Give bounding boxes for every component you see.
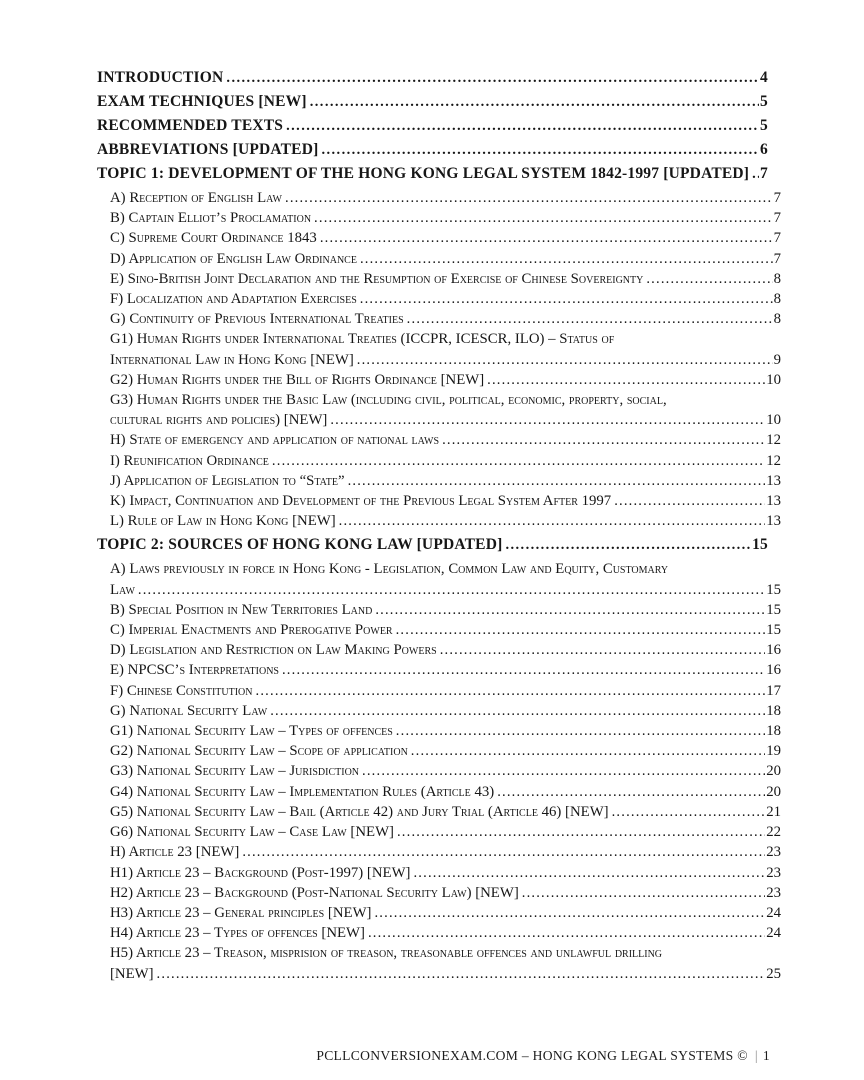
toc-leader-dots [286,116,759,136]
toc-sub-entry[interactable] [97,863,781,883]
toc-sub-entry[interactable] [97,660,781,680]
toc-leader-dots [242,842,765,862]
toc-page-number: 22 [766,824,781,841]
toc-entry-text: G) National Security Law [110,702,268,719]
toc-page-number: 9 [773,351,781,368]
toc-sub-entry[interactable] [97,741,781,761]
toc-sub-entry[interactable] [97,471,781,491]
toc-line [110,208,781,228]
toc-entry-text: G2) Human Rights under the Bill of Rights Ordinance [NEW] [110,371,485,388]
toc-leader-dots [505,535,751,555]
toc-sub-entry[interactable] [97,782,781,802]
toc-page-number: 20 [766,763,781,780]
toc-heading-entry[interactable] [97,535,768,555]
toc-leader-dots [256,681,766,701]
toc-line [110,309,781,329]
toc-page-number: 19 [766,743,781,760]
toc-line [110,269,781,289]
toc-heading-entry[interactable] [97,140,768,160]
toc-leader-dots [407,309,773,329]
toc-entry-text: [NEW] [110,965,154,982]
toc-line [110,451,781,471]
toc-leader-dots [360,289,773,309]
toc-entry-text: H) Article 23 [NEW] [110,844,240,861]
toc-leader-dots [272,451,765,471]
toc-page-number: 15 [766,622,781,639]
toc-leader-dots [396,721,765,741]
toc-entry-text: G3) Human Rights under the Basic Law (including civil, political, economic, property, social, [110,392,667,409]
toc-line [97,68,768,88]
toc-page-number: 23 [766,884,781,901]
toc-leader-dots [413,863,765,883]
toc-entry-text: D) Legislation and Restriction on Law Making Powers [110,642,437,659]
toc-entry-text: International Law in Hong Kong [NEW] [110,351,354,368]
toc-entry-text: B) Captain Elliot’s Proclamation [110,210,312,227]
toc-line [110,761,781,781]
toc-sub-entry[interactable] [97,249,781,269]
toc-list [97,68,781,984]
toc-entry-text: I) Reunification Ordinance [110,452,269,469]
toc-sub-entry[interactable] [97,721,781,741]
toc-sub-entry[interactable] [97,511,781,531]
toc-leader-dots [138,580,765,600]
toc-page-number: 5 [760,117,768,134]
toc-entry-text: G6) National Security Law – Case Law [NEW] [110,824,394,841]
toc-page-number: 18 [766,723,781,740]
footer-page-number: 1 [762,1048,770,1063]
toc-page-number: 8 [773,270,781,287]
toc-leader-dots [375,600,765,620]
toc-sub-entry[interactable] [97,903,781,923]
toc-entry-text: G3) National Security Law – Jurisdiction [110,763,360,780]
toc-line [110,640,781,660]
toc-line [97,140,768,160]
toc-page-number: 15 [752,536,768,554]
toc-page-number: 18 [766,702,781,719]
toc-page-number: 16 [766,642,781,659]
toc-sub-entry[interactable] [97,451,781,471]
toc-leader-dots [368,923,765,943]
toc-line [110,964,781,984]
toc-page-number: 10 [766,371,781,388]
toc-line [110,600,781,620]
toc-entry-text: H3) Article 23 – General principles [NEW] [110,904,372,921]
footer-separator: | [754,1048,758,1063]
toc-line [110,943,781,963]
toc-page-number: 15 [766,581,781,598]
toc-page-number: 6 [760,141,768,158]
toc-entry-text: ABBREVIATIONS [UPDATED] [97,141,319,158]
toc-sub-entry[interactable] [97,228,781,248]
toc-leader-dots [282,660,765,680]
toc-entry-text: cultural rights and policies) [NEW] [110,412,328,429]
toc-leader-dots [612,802,766,822]
toc-page-number: 7 [773,210,781,227]
toc-leader-dots [321,140,759,160]
toc-leader-dots [357,350,773,370]
toc-entry-text: F) Chinese Constitution [110,682,253,699]
toc-entry-text: INTRODUCTION [97,69,224,86]
toc-page-number: 16 [766,662,781,679]
toc-entry-text: Law [110,581,135,598]
toc-leader-dots [440,640,766,660]
toc-page-number: 13 [766,493,781,510]
toc-page-number: 21 [766,803,781,820]
toc-leader-dots [285,188,773,208]
toc-line [110,491,781,511]
toc-page-number: 15 [766,601,781,618]
toc-sub-entry[interactable] [97,491,781,511]
toc-entry-text: J) Application of Legislation to “State” [110,472,345,489]
toc-page-number: 8 [773,291,781,308]
toc-line [97,116,768,136]
toc-entry-text: E) Sino-British Joint Declaration and the Resumption of Exercise of Chinese Sovereignty [110,270,644,287]
toc-line [110,188,781,208]
toc-heading-entry[interactable] [97,68,768,88]
toc-line [110,350,781,370]
toc-entry-text: H2) Article 23 – Background (Post-National Security Law) [NEW] [110,884,519,901]
toc-entry-text: C) Imperial Enactments and Prerogative Power [110,622,393,639]
toc-entry-text: E) NPCSC’s Interpretations [110,662,279,679]
toc-entry-text: C) Supreme Court Ordinance 1843 [110,230,317,247]
toc-leader-dots [411,741,765,761]
toc-line [110,559,781,579]
toc-leader-dots [487,370,765,390]
toc-sub-entry[interactable] [97,289,781,309]
table-of-contents [97,64,781,984]
toc-entry-text: TOPIC 1: DEVELOPMENT OF THE HONG KONG LEGAL SYSTEM 1842-1997 [UPDATED] [97,165,750,182]
toc-line [110,511,781,531]
toc-page-number: 12 [766,452,781,469]
toc-entry-text: F) Localization and Adaptation Exercises [110,291,357,308]
toc-leader-dots [397,822,765,842]
toc-sub-entry[interactable] [97,430,781,450]
toc-line [110,390,781,410]
toc-line [110,660,781,680]
toc-line [110,701,781,721]
toc-line [97,535,768,555]
toc-leader-dots [157,964,766,984]
toc-sub-entry[interactable] [97,640,781,660]
toc-sub-entry[interactable] [97,620,781,640]
toc-leader-dots [442,430,765,450]
toc-entry-text: D) Application of English Law Ordinance [110,250,357,267]
toc-line [110,822,781,842]
toc-leader-dots [310,92,759,112]
toc-line [110,430,781,450]
toc-entry-text: G2) National Security Law – Scope of application [110,743,408,760]
toc-entry-text: L) Rule of Law in Hong Kong [NEW] [110,513,336,530]
toc-entry-text: H4) Article 23 – Types of offences [NEW] [110,925,365,942]
toc-sub-entry[interactable] [97,923,781,943]
toc-sub-entry[interactable] [97,701,781,721]
toc-page-number: 12 [766,432,781,449]
toc-line [110,903,781,923]
toc-sub-entry[interactable] [97,822,781,842]
toc-line [97,164,768,184]
toc-page-number: 24 [766,925,781,942]
toc-sub-entry[interactable] [97,943,781,983]
toc-line [110,228,781,248]
toc-sub-entry[interactable] [97,681,781,701]
toc-entry-text: EXAM TECHNIQUES [NEW] [97,93,307,110]
toc-page-number: 7 [760,165,768,182]
toc-entry-text: G4) National Security Law – Implementation Rules (Article 43) [110,783,495,800]
toc-entry-text: G1) National Security Law – Types of offences [110,723,393,740]
footer-text: PCLLCONVERSIONEXAM.COM – HONG KONG LEGAL SYSTEMS © [316,1048,748,1063]
toc-line [110,681,781,701]
toc-line [110,802,781,822]
toc-line [110,782,781,802]
toc-leader-dots [320,228,773,248]
toc-heading-entry[interactable] [97,164,768,184]
toc-sub-entry[interactable] [97,188,781,208]
toc-leader-dots [646,269,772,289]
toc-line [110,471,781,491]
toc-sub-entry[interactable] [97,208,781,228]
toc-sub-entry[interactable] [97,883,781,903]
toc-page-number: 23 [766,864,781,881]
toc-page-number: 7 [773,230,781,247]
toc-page-number: 7 [773,190,781,206]
toc-page-number: 20 [766,783,781,800]
toc-entry-text: RECOMMENDED TEXTS [97,117,284,134]
toc-entry-text: H) State of emergency and application of national laws [110,432,440,449]
toc-entry-text: H5) Article 23 – Treason, misprision of treason, treasonable offences and unlawful drilling [110,945,663,962]
toc-sub-entry[interactable] [97,559,781,599]
toc-leader-dots [226,68,759,88]
toc-leader-dots [362,761,765,781]
toc-entry-text: G1) Human Rights under International Treaties (ICCPR, ICESCR, ILO) – Status of [110,331,615,348]
toc-line [110,410,781,430]
toc-page-number: 24 [766,904,781,921]
toc-line [110,721,781,741]
toc-entry-text: A) Laws previously in force in Hong Kong - Legislation, Common Law and Equity, Customary [110,561,669,578]
toc-page-number: 4 [760,69,768,86]
toc-leader-dots [330,410,765,430]
toc-line [110,863,781,883]
toc-page-number: 23 [766,844,781,861]
toc-line [110,883,781,903]
toc-line [110,580,781,600]
toc-leader-dots [497,782,765,802]
toc-leader-dots [396,620,766,640]
toc-line [110,370,781,390]
toc-line [97,92,768,112]
toc-page-number: 8 [773,311,781,328]
toc-entry-text: B) Special Position in New Territories Land [110,601,373,618]
toc-leader-dots [348,471,766,491]
toc-entry-text: H1) Article 23 – Background (Post-1997) [NEW] [110,864,411,881]
toc-line [110,923,781,943]
toc-line [110,842,781,862]
toc-sub-entry[interactable] [97,761,781,781]
toc-page-number: 5 [760,93,768,110]
toc-leader-dots [314,208,773,228]
toc-sub-entry[interactable] [97,370,781,390]
toc-line [110,620,781,640]
toc-sub-entry[interactable] [97,269,781,289]
toc-entry-text: K) Impact, Continuation and Development of the Previous Legal System After 1997 [110,493,612,510]
toc-leader-dots [522,883,765,903]
toc-heading-entry[interactable] [97,92,768,112]
toc-entry-text: G5) National Security Law – Bail (Article 42) and Jury Trial (Article 46) [NEW] [110,803,609,820]
toc-entry-text: A) Reception of English Law [110,190,282,206]
toc-sub-entry[interactable] [97,309,781,329]
toc-sub-entry[interactable] [97,390,781,430]
toc-leader-dots [339,511,766,531]
toc-sub-entry[interactable] [97,600,781,620]
toc-page-number: 17 [766,682,781,699]
toc-page-number: 10 [766,412,781,429]
page-footer [316,1048,770,1064]
toc-line [110,289,781,309]
toc-sub-entry[interactable] [97,329,781,369]
toc-heading-entry[interactable] [97,116,768,136]
toc-entry-text: G) Continuity of Previous International Treaties [110,311,404,328]
toc-leader-dots [374,903,765,923]
toc-entry-text: TOPIC 2: SOURCES OF HONG KONG LAW [UPDATED] [97,536,503,554]
toc-page-number: 13 [766,472,781,489]
toc-line [110,329,781,349]
toc-sub-entry[interactable] [97,842,781,862]
toc-leader-dots [270,701,765,721]
toc-page-number: 7 [773,250,781,267]
toc-line [110,249,781,269]
toc-page-number: 13 [766,513,781,530]
toc-page-number: 25 [766,965,781,982]
toc-leader-dots [752,164,759,184]
toc-line [110,741,781,761]
toc-leader-dots [614,491,765,511]
toc-sub-entry[interactable] [97,802,781,822]
toc-leader-dots [360,249,773,269]
